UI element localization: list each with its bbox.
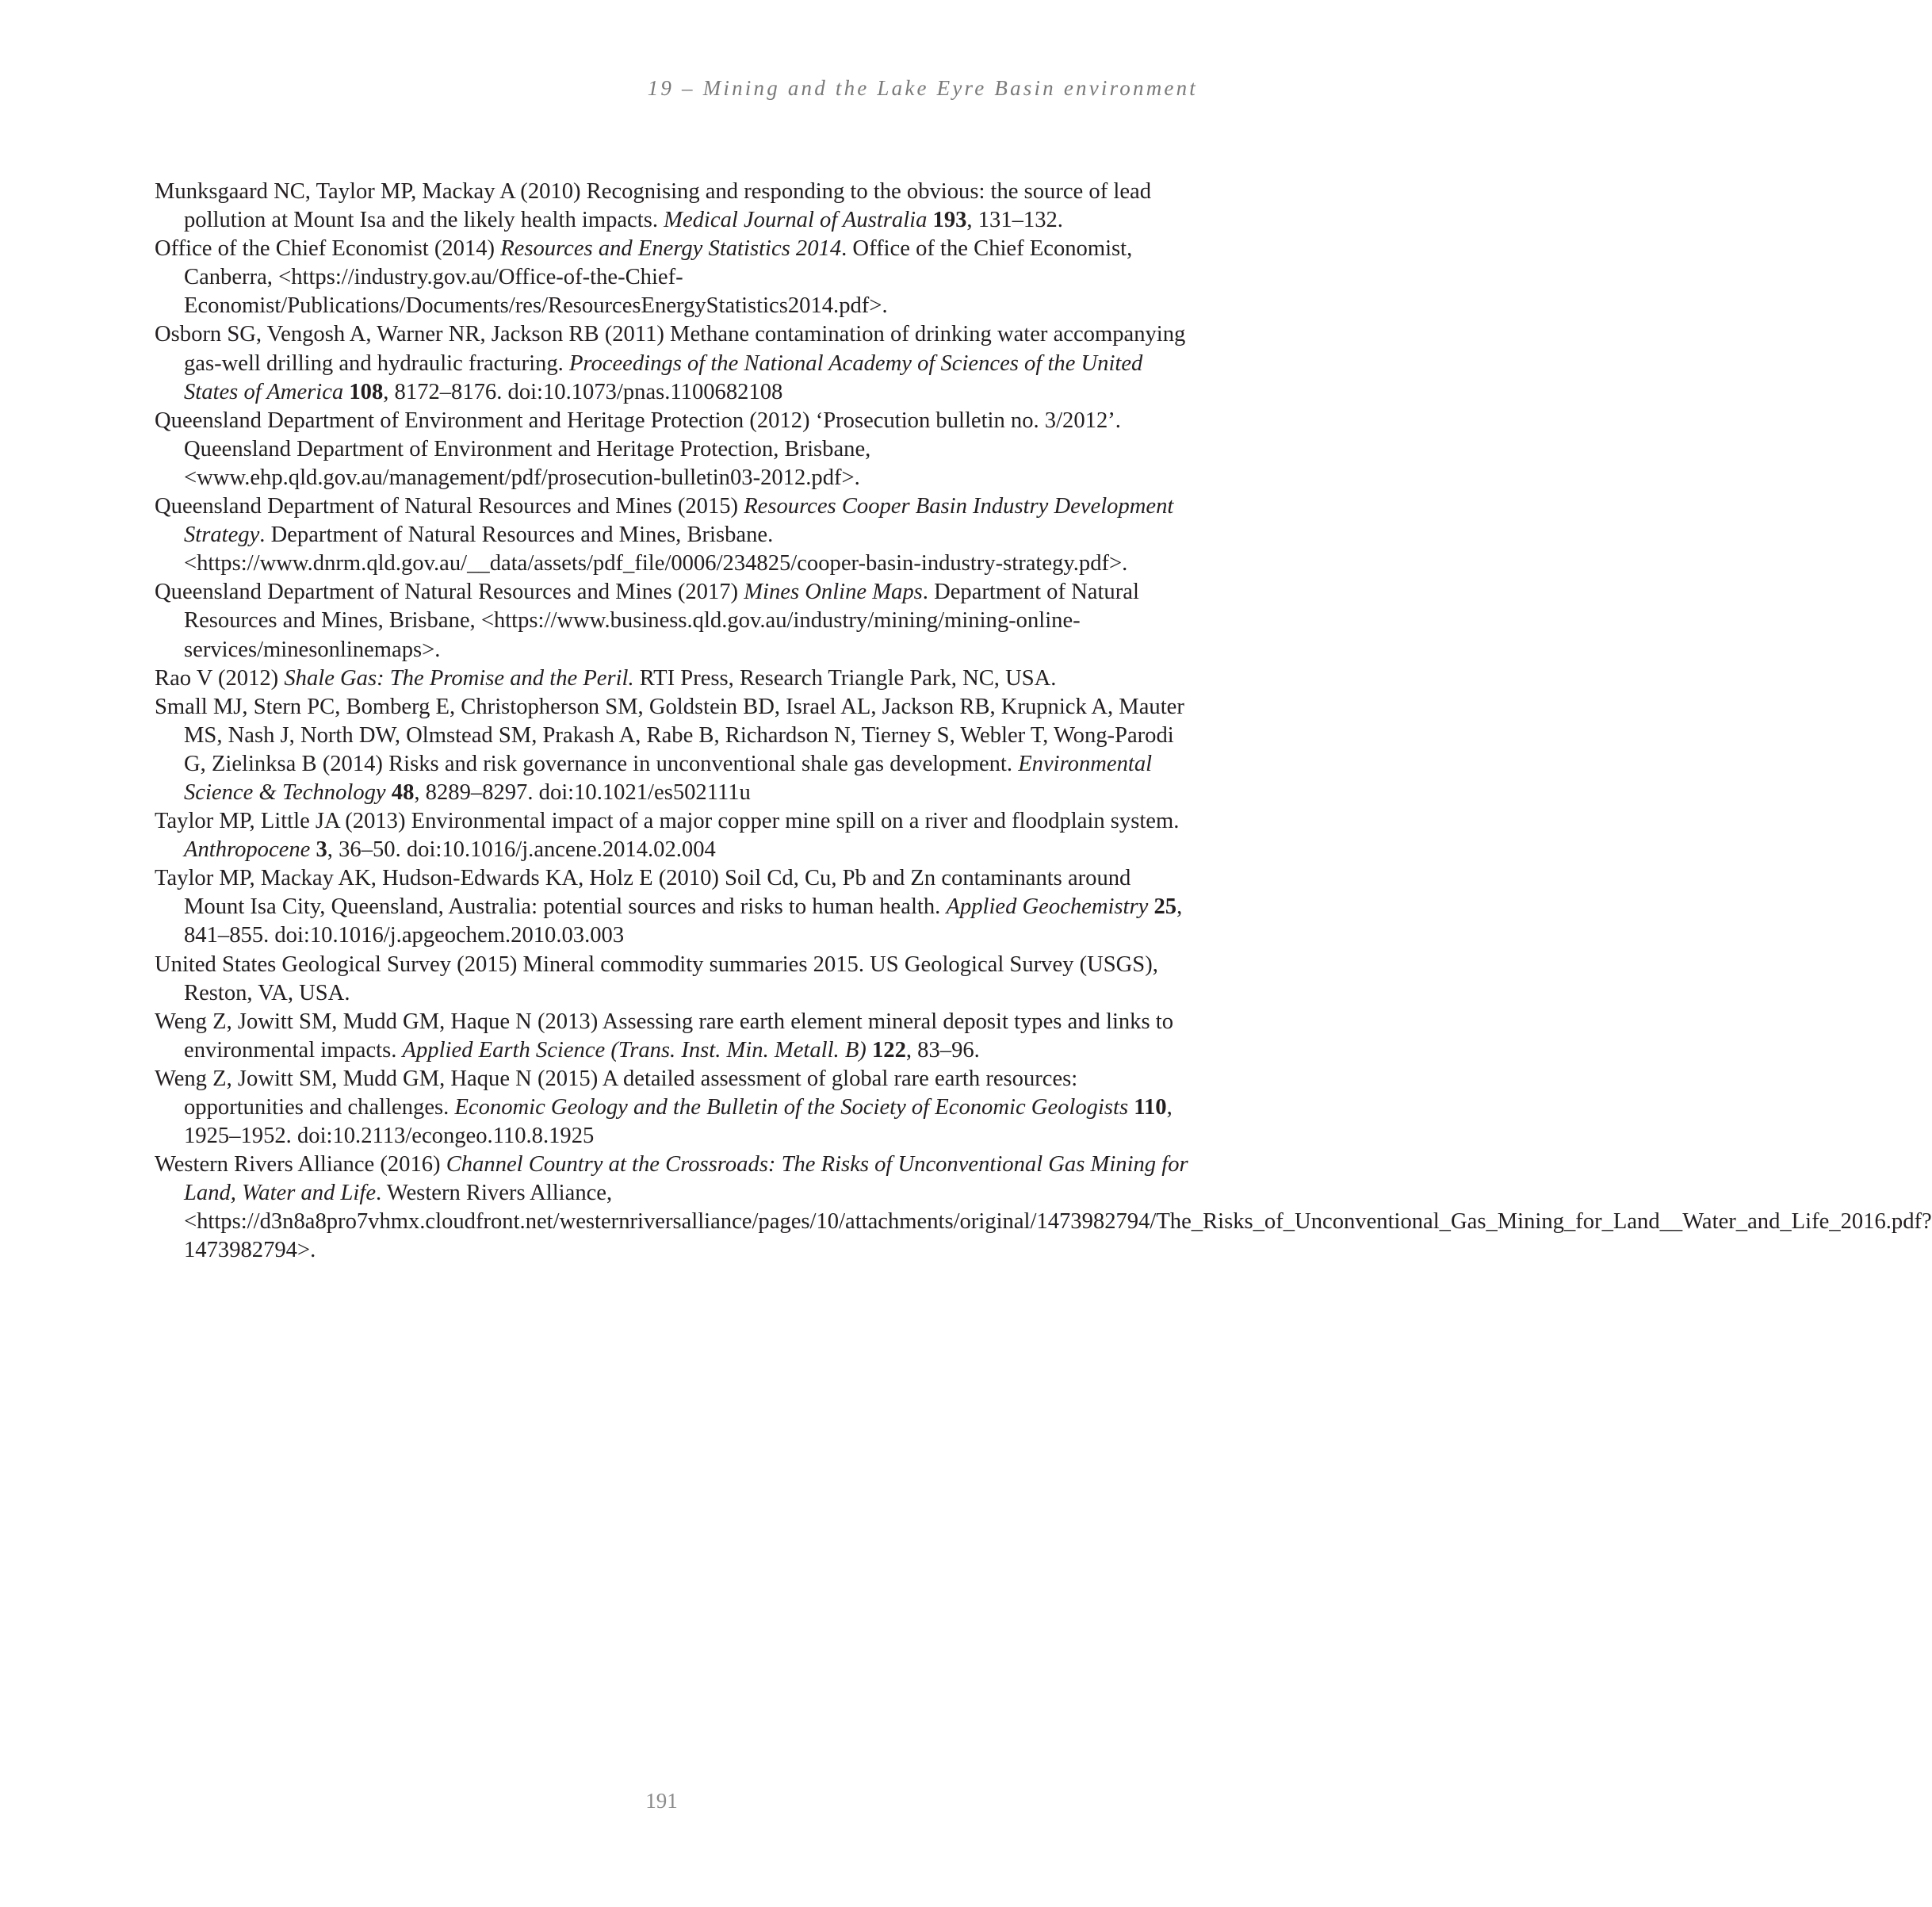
reference-source-title: Mines Online Maps: [744, 580, 923, 605]
reference-text: Western Rivers Alliance (2016): [155, 1152, 446, 1178]
reference-text: . Department of Natural Resources and Mines, Brisbane, <https://www.business.qld.gov.au/industry/mining/mining-online-services/minesonlinemaps>.: [184, 580, 1139, 662]
reference-entry: [155, 951, 1195, 1008]
reference-text: Munksgaard NC, Taylor MP, Mackay A (2010) Recognising and responding to the obvious: the source of lead pollution at Mount Isa and the likely health impacts.: [155, 179, 1151, 233]
reference-entry: [155, 320, 1195, 406]
reference-entry: [155, 492, 1195, 578]
reference-text: [927, 208, 932, 232]
reference-text: . Office of the Chief Economist, Canberra, <https://industry.gov.au/Office-of-the-Chief-Economist/Publications/Documents/res/ResourcesEnergyStatistics2014.pdf>.: [184, 236, 1133, 319]
reference-volume: 122: [871, 1037, 906, 1063]
reference-entry: [155, 664, 1195, 693]
running-head: 19 – Mining and the Lake Eyre Basin environment: [647, 76, 1198, 100]
reference-text: Taylor MP, Little JA (2013) Environmental impact of a major copper mine spill on a river and floodplain system.: [155, 809, 1180, 834]
reference-text: , 8172–8176. doi:10.1073/pnas.1100682108: [383, 379, 783, 404]
reference-volume: 193: [932, 208, 967, 233]
reference-text: Rao V (2012): [155, 665, 285, 691]
reference-text: United States Geological Survey (2015) Mineral commodity summaries 2015. US Geological Survey (USGS), Reston, VA, USA.: [155, 952, 1158, 1005]
reference-source-title: Resources and Energy Statistics 2014: [500, 236, 842, 262]
reference-entry: [155, 578, 1195, 664]
reference-text: Taylor MP, Mackay AK, Hudson-Edwards KA, Holz E (2010) Soil Cd, Cu, Pb and Zn contaminants around Mount Isa City, Queensland, Australia: potential sources and risks to human health.: [155, 866, 1131, 920]
reference-entry: [155, 235, 1195, 320]
reference-text: , 8289–8297. doi:10.1021/es502111u: [414, 779, 751, 805]
reference-source-title: Shale Gas: The Promise and the Peril.: [284, 665, 634, 691]
reference-text: [386, 780, 392, 805]
reference-entry: [155, 407, 1195, 492]
reference-text: [867, 1038, 872, 1063]
reference-volume: 3: [316, 837, 327, 863]
reference-text: Queensland Department of Natural Resources and Mines (2017): [155, 580, 744, 605]
reference-text: Weng Z, Jowitt SM, Mudd GM, Haque N (2015) A detailed assessment of global rare earth resources: opportunities and challenges.: [155, 1066, 1078, 1120]
reference-source-title: Applied Geochemistry: [946, 894, 1149, 920]
reference-text: . Department of Natural Resources and Mines, Brisbane. <https://www.dnrm.qld.gov.au/__data/assets/pdf_file/0006/234825/cooper-basin-industry-strategy.pdf>.: [184, 523, 1128, 576]
reference-volume: 25: [1153, 894, 1177, 920]
reference-source-title: Applied Earth Science (Trans. Inst. Min. Metall. B): [402, 1037, 867, 1063]
reference-text: . Western Rivers Alliance, <https://d3n8a8pro7vhmx.cloudfront.net/westernriversalliance/pages/10/attachments/original/1473982794/The_Risks_of_Unconventional_Gas_Mining_for_Land__Water_and_Life_2016.pdf?1473982794>.: [184, 1181, 1932, 1263]
reference-volume: 110: [1134, 1095, 1167, 1120]
reference-source-title: Proceedings of the National Academy of Sciences of the United States of America: [184, 350, 1143, 404]
reference-source-title: Medical Journal of Australia: [664, 208, 928, 233]
reference-volume: 48: [391, 779, 415, 805]
reference-source-title: Resources Cooper Basin Industry Development Strategy: [184, 494, 1174, 548]
reference-text: [310, 837, 316, 862]
reference-entry: [155, 1065, 1195, 1151]
reference-text: Office of the Chief Economist (2014): [155, 236, 501, 262]
reference-text: , 841–855. doi:10.1016/j.apgeochem.2010.03.003: [184, 894, 1183, 948]
reference-text: , 131–132.: [966, 208, 1063, 233]
reference-text: Osborn SG, Vengosh A, Warner NR, Jackson RB (2011) Methane contamination of drinking water accompanying gas-well drilling and hydraulic fracturing.: [155, 322, 1186, 376]
reference-source-title: Anthropocene: [184, 837, 311, 863]
reference-text: Small MJ, Stern PC, Bomberg E, Christopherson SM, Goldstein BD, Israel AL, Jackson RB, Krupnick A, Mauter MS, Nash J, North DW, Olmstead SM, Prakash A, Rabe B, Richardson N, Tierney S, Webler T, Wong-Parodi G, Zielinksa B (2014) Risks and risk governance in unconventional shale gas development.: [155, 694, 1184, 776]
reference-source-title: Channel Country at the Crossroads: The Risks of Unconventional Gas Mining for Land, Water and Life: [184, 1152, 1188, 1206]
reference-entry: [155, 178, 1195, 235]
reference-text: Weng Z, Jowitt SM, Mudd GM, Haque N (2013) Assessing rare earth element mineral deposit types and links to environmental impacts.: [155, 1009, 1174, 1063]
reference-entry: [155, 693, 1195, 807]
reference-entry: [155, 864, 1195, 950]
reference-text: Queensland Department of Environment and Heritage Protection (2012) ‘Prosecution bulletin no. 3/2012’. Queensland Department of Environment and Heritage Protection, Brisbane, <www.ehp.qld.gov.au/management/pdf/prosecution-bulletin03-2012.pdf>.: [155, 408, 1121, 490]
reference-source-title: Economic Geology and the Bulletin of the Society of Economic Geologists: [454, 1095, 1129, 1120]
reference-list: [155, 178, 1932, 1266]
reference-entry: [155, 1151, 1932, 1265]
reference-volume: 108: [349, 379, 384, 404]
reference-text: , 83–96.: [905, 1037, 980, 1063]
reference-entry: [155, 807, 1195, 864]
reference-text: RTI Press, Research Triangle Park, NC, USA.: [633, 665, 1057, 691]
reference-text: , 1925–1952. doi:10.2113/econgeo.110.8.1925: [184, 1095, 1173, 1149]
reference-text: , 36–50. doi:10.1016/j.ancene.2014.02.004: [327, 837, 716, 863]
reference-entry: [155, 1008, 1195, 1065]
reference-text: Queensland Department of Natural Resources and Mines (2015): [155, 494, 744, 519]
page-number: 191: [645, 1789, 678, 1813]
reference-source-title: Environmental Science & Technology: [184, 751, 1153, 805]
